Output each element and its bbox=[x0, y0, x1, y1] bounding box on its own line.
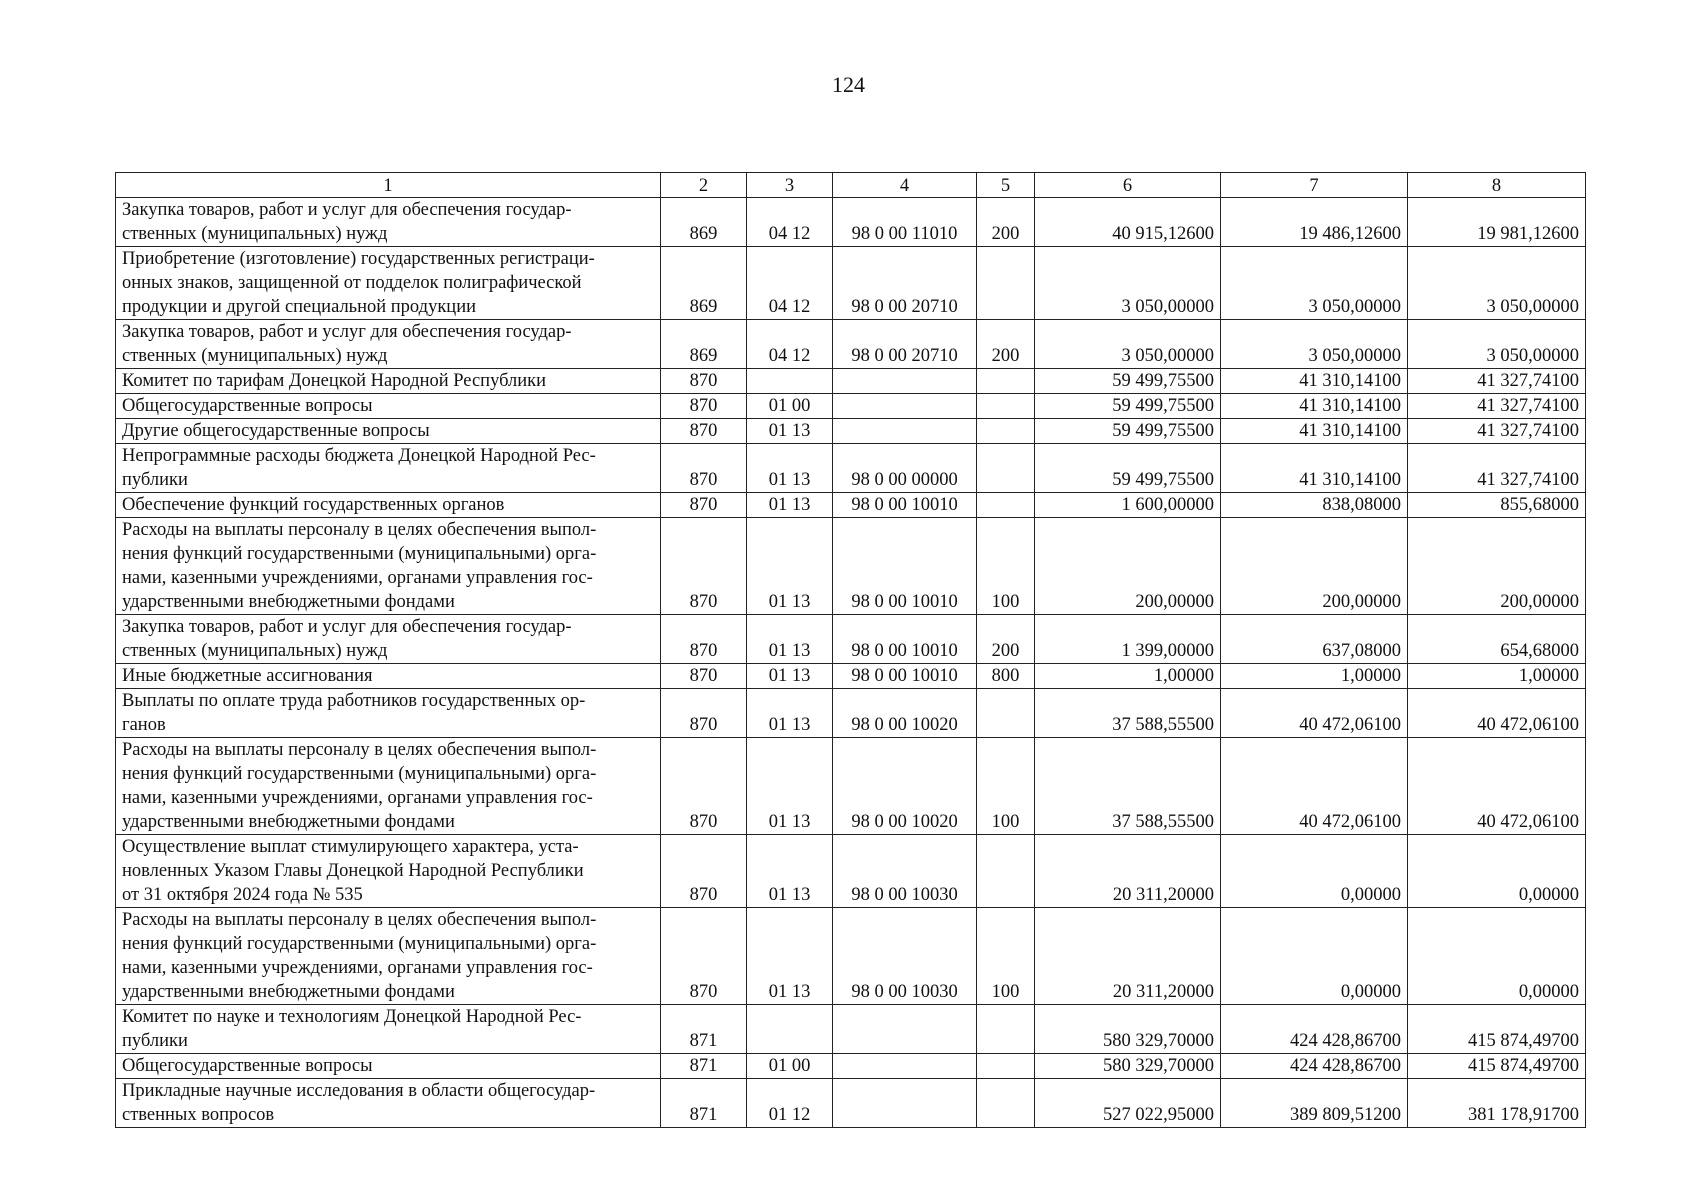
row-section bbox=[747, 1005, 833, 1054]
row-name: Общегосударственные вопросы bbox=[116, 1054, 661, 1079]
row-name: Прикладные научные исследования в области общегосудар- ственных вопросов bbox=[116, 1079, 661, 1128]
row-article: 98 0 00 00000 bbox=[833, 444, 977, 493]
row-code: 870 bbox=[661, 419, 747, 444]
row-value-col6: 37 588,55500 bbox=[1035, 738, 1221, 835]
table-row bbox=[116, 664, 1586, 689]
row-value-col7: 200,00000 bbox=[1221, 518, 1408, 615]
row-value-col8: 3 050,00000 bbox=[1408, 247, 1586, 320]
row-value-col8: 19 981,12600 bbox=[1408, 198, 1586, 247]
table-row bbox=[116, 835, 1586, 908]
table-row bbox=[116, 908, 1586, 1005]
table-row bbox=[116, 419, 1586, 444]
row-expense-type bbox=[977, 247, 1035, 320]
row-value-col8: 3 050,00000 bbox=[1408, 320, 1586, 369]
row-value-col7: 41 310,14100 bbox=[1221, 394, 1408, 419]
row-section: 04 12 bbox=[747, 320, 833, 369]
row-article: 98 0 00 10010 bbox=[833, 493, 977, 518]
row-name: Комитет по науке и технологиям Донецкой Народной Рес- публики bbox=[116, 1005, 661, 1054]
row-value-col6: 3 050,00000 bbox=[1035, 247, 1221, 320]
row-name: Непрограммные расходы бюджета Донецкой Народной Рес- публики bbox=[116, 444, 661, 493]
table-row bbox=[116, 518, 1586, 615]
row-value-col8: 415 874,49700 bbox=[1408, 1005, 1586, 1054]
row-value-col7: 424 428,86700 bbox=[1221, 1054, 1408, 1079]
row-code: 869 bbox=[661, 320, 747, 369]
row-expense-type: 200 bbox=[977, 320, 1035, 369]
row-section: 04 12 bbox=[747, 247, 833, 320]
row-name: Иные бюджетные ассигнования bbox=[116, 664, 661, 689]
row-value-col6: 580 329,70000 bbox=[1035, 1054, 1221, 1079]
header-row bbox=[116, 173, 1586, 198]
row-section: 01 00 bbox=[747, 394, 833, 419]
row-value-col8: 200,00000 bbox=[1408, 518, 1586, 615]
row-code: 870 bbox=[661, 664, 747, 689]
row-value-col6: 3 050,00000 bbox=[1035, 320, 1221, 369]
header-col-2: 2 bbox=[661, 173, 747, 198]
header-col-7: 7 bbox=[1221, 173, 1408, 198]
row-value-col8: 654,68000 bbox=[1408, 615, 1586, 664]
row-value-col6: 200,00000 bbox=[1035, 518, 1221, 615]
row-expense-type bbox=[977, 419, 1035, 444]
row-value-col7: 41 310,14100 bbox=[1221, 369, 1408, 394]
row-section: 01 13 bbox=[747, 664, 833, 689]
row-section: 01 13 bbox=[747, 615, 833, 664]
row-article: 98 0 00 10010 bbox=[833, 518, 977, 615]
row-value-col6: 37 588,55500 bbox=[1035, 689, 1221, 738]
table-row bbox=[116, 394, 1586, 419]
header-col-8: 8 bbox=[1408, 173, 1586, 198]
row-value-col8: 0,00000 bbox=[1408, 835, 1586, 908]
row-code: 871 bbox=[661, 1054, 747, 1079]
table-row bbox=[116, 369, 1586, 394]
row-article bbox=[833, 1079, 977, 1128]
row-article bbox=[833, 369, 977, 394]
row-section: 01 13 bbox=[747, 518, 833, 615]
table-row bbox=[116, 1005, 1586, 1054]
row-expense-type bbox=[977, 1079, 1035, 1128]
row-article bbox=[833, 1054, 977, 1079]
row-article: 98 0 00 20710 bbox=[833, 247, 977, 320]
row-value-col8: 415 874,49700 bbox=[1408, 1054, 1586, 1079]
row-value-col7: 0,00000 bbox=[1221, 908, 1408, 1005]
row-section: 01 13 bbox=[747, 419, 833, 444]
table-row bbox=[116, 615, 1586, 664]
row-value-col8: 381 178,91700 bbox=[1408, 1079, 1586, 1128]
row-value-col6: 580 329,70000 bbox=[1035, 1005, 1221, 1054]
row-name: Общегосударственные вопросы bbox=[116, 394, 661, 419]
row-section: 01 00 bbox=[747, 1054, 833, 1079]
row-value-col6: 59 499,75500 bbox=[1035, 369, 1221, 394]
row-expense-type bbox=[977, 689, 1035, 738]
row-code: 870 bbox=[661, 493, 747, 518]
row-value-col8: 1,00000 bbox=[1408, 664, 1586, 689]
row-value-col7: 424 428,86700 bbox=[1221, 1005, 1408, 1054]
row-article bbox=[833, 1005, 977, 1054]
row-expense-type bbox=[977, 493, 1035, 518]
row-value-col7: 19 486,12600 bbox=[1221, 198, 1408, 247]
row-name: Обеспечение функций государственных органов bbox=[116, 493, 661, 518]
row-code: 870 bbox=[661, 615, 747, 664]
row-expense-type: 200 bbox=[977, 615, 1035, 664]
row-article: 98 0 00 10010 bbox=[833, 615, 977, 664]
table-row bbox=[116, 247, 1586, 320]
row-value-col7: 41 310,14100 bbox=[1221, 419, 1408, 444]
page-number: 124 bbox=[832, 72, 865, 97]
row-expense-type bbox=[977, 1054, 1035, 1079]
row-section bbox=[747, 369, 833, 394]
row-code: 869 bbox=[661, 247, 747, 320]
header-col-5: 5 bbox=[977, 173, 1035, 198]
row-value-col6: 20 311,20000 bbox=[1035, 908, 1221, 1005]
row-value-col8: 40 472,06100 bbox=[1408, 689, 1586, 738]
table-row bbox=[116, 1079, 1586, 1128]
row-value-col8: 0,00000 bbox=[1408, 908, 1586, 1005]
row-value-col8: 41 327,74100 bbox=[1408, 444, 1586, 493]
row-expense-type: 100 bbox=[977, 738, 1035, 835]
row-code: 870 bbox=[661, 444, 747, 493]
row-value-col8: 855,68000 bbox=[1408, 493, 1586, 518]
row-expense-type: 100 bbox=[977, 908, 1035, 1005]
row-value-col6: 59 499,75500 bbox=[1035, 444, 1221, 493]
row-expense-type bbox=[977, 444, 1035, 493]
header-col-4: 4 bbox=[833, 173, 977, 198]
row-value-col8: 41 327,74100 bbox=[1408, 394, 1586, 419]
row-value-col7: 838,08000 bbox=[1221, 493, 1408, 518]
row-code: 870 bbox=[661, 689, 747, 738]
row-name: Выплаты по оплате труда работников государственных ор- ганов bbox=[116, 689, 661, 738]
row-code: 871 bbox=[661, 1005, 747, 1054]
row-value-col8: 41 327,74100 bbox=[1408, 419, 1586, 444]
row-value-col6: 1,00000 bbox=[1035, 664, 1221, 689]
row-value-col6: 40 915,12600 bbox=[1035, 198, 1221, 247]
row-value-col6: 1 600,00000 bbox=[1035, 493, 1221, 518]
row-article: 98 0 00 11010 bbox=[833, 198, 977, 247]
row-name: Расходы на выплаты персоналу в целях обеспечения выпол- нения функций государственными (муниципальными) орга- нами, казенными учреждениями, органами управления гос- ударственными внебюджетными фондами bbox=[116, 738, 661, 835]
row-expense-type: 800 bbox=[977, 664, 1035, 689]
row-article: 98 0 00 10020 bbox=[833, 689, 977, 738]
row-expense-type bbox=[977, 835, 1035, 908]
row-section: 01 13 bbox=[747, 835, 833, 908]
row-value-col7: 40 472,06100 bbox=[1221, 689, 1408, 738]
header-col-1: 1 bbox=[116, 173, 661, 198]
row-value-col7: 40 472,06100 bbox=[1221, 738, 1408, 835]
row-article bbox=[833, 394, 977, 419]
row-value-col7: 637,08000 bbox=[1221, 615, 1408, 664]
table-row bbox=[116, 444, 1586, 493]
table-row bbox=[116, 1054, 1586, 1079]
row-code: 870 bbox=[661, 369, 747, 394]
row-name: Закупка товаров, работ и услуг для обеспечения государ- ственных (муниципальных) нужд bbox=[116, 320, 661, 369]
row-article: 98 0 00 10030 bbox=[833, 908, 977, 1005]
row-name: Закупка товаров, работ и услуг для обеспечения государ- ственных (муниципальных) нужд bbox=[116, 198, 661, 247]
row-expense-type bbox=[977, 1005, 1035, 1054]
table-row bbox=[116, 198, 1586, 247]
row-name: Другие общегосударственные вопросы bbox=[116, 419, 661, 444]
row-value-col8: 41 327,74100 bbox=[1408, 369, 1586, 394]
row-section: 01 13 bbox=[747, 689, 833, 738]
row-code: 869 bbox=[661, 198, 747, 247]
row-name: Осуществление выплат стимулирующего характера, уста- новленных Указом Главы Донецкой Народной Республики от 31 октября 2024 года № 535 bbox=[116, 835, 661, 908]
row-value-col7: 1,00000 bbox=[1221, 664, 1408, 689]
row-article: 98 0 00 10030 bbox=[833, 835, 977, 908]
row-section: 01 13 bbox=[747, 493, 833, 518]
row-value-col6: 20 311,20000 bbox=[1035, 835, 1221, 908]
row-value-col7: 3 050,00000 bbox=[1221, 247, 1408, 320]
row-code: 870 bbox=[661, 518, 747, 615]
row-expense-type: 100 bbox=[977, 518, 1035, 615]
table-row bbox=[116, 493, 1586, 518]
row-value-col6: 59 499,75500 bbox=[1035, 419, 1221, 444]
row-section: 01 13 bbox=[747, 908, 833, 1005]
row-name: Закупка товаров, работ и услуг для обеспечения государ- ственных (муниципальных) нужд bbox=[116, 615, 661, 664]
row-expense-type bbox=[977, 369, 1035, 394]
row-name: Приобретение (изготовление) государственных регистраци- онных знаков, защищенной от подделок полиграфической продукции и другой специальной продукции bbox=[116, 247, 661, 320]
row-value-col8: 40 472,06100 bbox=[1408, 738, 1586, 835]
table-body bbox=[116, 198, 1586, 1128]
row-code: 870 bbox=[661, 908, 747, 1005]
row-article bbox=[833, 419, 977, 444]
row-code: 870 bbox=[661, 738, 747, 835]
row-section: 04 12 bbox=[747, 198, 833, 247]
row-code: 870 bbox=[661, 394, 747, 419]
table-header bbox=[116, 173, 1586, 198]
row-section: 01 13 bbox=[747, 444, 833, 493]
header-col-3: 3 bbox=[747, 173, 833, 198]
row-code: 870 bbox=[661, 835, 747, 908]
header-col-6: 6 bbox=[1035, 173, 1221, 198]
row-expense-type: 200 bbox=[977, 198, 1035, 247]
row-name: Комитет по тарифам Донецкой Народной Республики bbox=[116, 369, 661, 394]
table-row bbox=[116, 320, 1586, 369]
row-name: Расходы на выплаты персоналу в целях обеспечения выпол- нения функций государственными (муниципальными) орга- нами, казенными учреждениями, органами управления гос- ударственными внебюджетными фондами bbox=[116, 518, 661, 615]
row-value-col6: 1 399,00000 bbox=[1035, 615, 1221, 664]
row-value-col7: 0,00000 bbox=[1221, 835, 1408, 908]
row-article: 98 0 00 10020 bbox=[833, 738, 977, 835]
row-value-col7: 3 050,00000 bbox=[1221, 320, 1408, 369]
row-section: 01 12 bbox=[747, 1079, 833, 1128]
row-name: Расходы на выплаты персоналу в целях обеспечения выпол- нения функций государственными (муниципальными) орга- нами, казенными учреждениями, органами управления гос- ударственными внебюджетными фондами bbox=[116, 908, 661, 1005]
row-article: 98 0 00 10010 bbox=[833, 664, 977, 689]
row-code: 871 bbox=[661, 1079, 747, 1128]
table-row bbox=[116, 738, 1586, 835]
table-row bbox=[116, 689, 1586, 738]
row-value-col7: 389 809,51200 bbox=[1221, 1079, 1408, 1128]
budget-table bbox=[115, 172, 1586, 1128]
row-expense-type bbox=[977, 394, 1035, 419]
row-section: 01 13 bbox=[747, 738, 833, 835]
row-article: 98 0 00 20710 bbox=[833, 320, 977, 369]
row-value-col6: 59 499,75500 bbox=[1035, 394, 1221, 419]
row-value-col6: 527 022,95000 bbox=[1035, 1079, 1221, 1128]
row-value-col7: 41 310,14100 bbox=[1221, 444, 1408, 493]
